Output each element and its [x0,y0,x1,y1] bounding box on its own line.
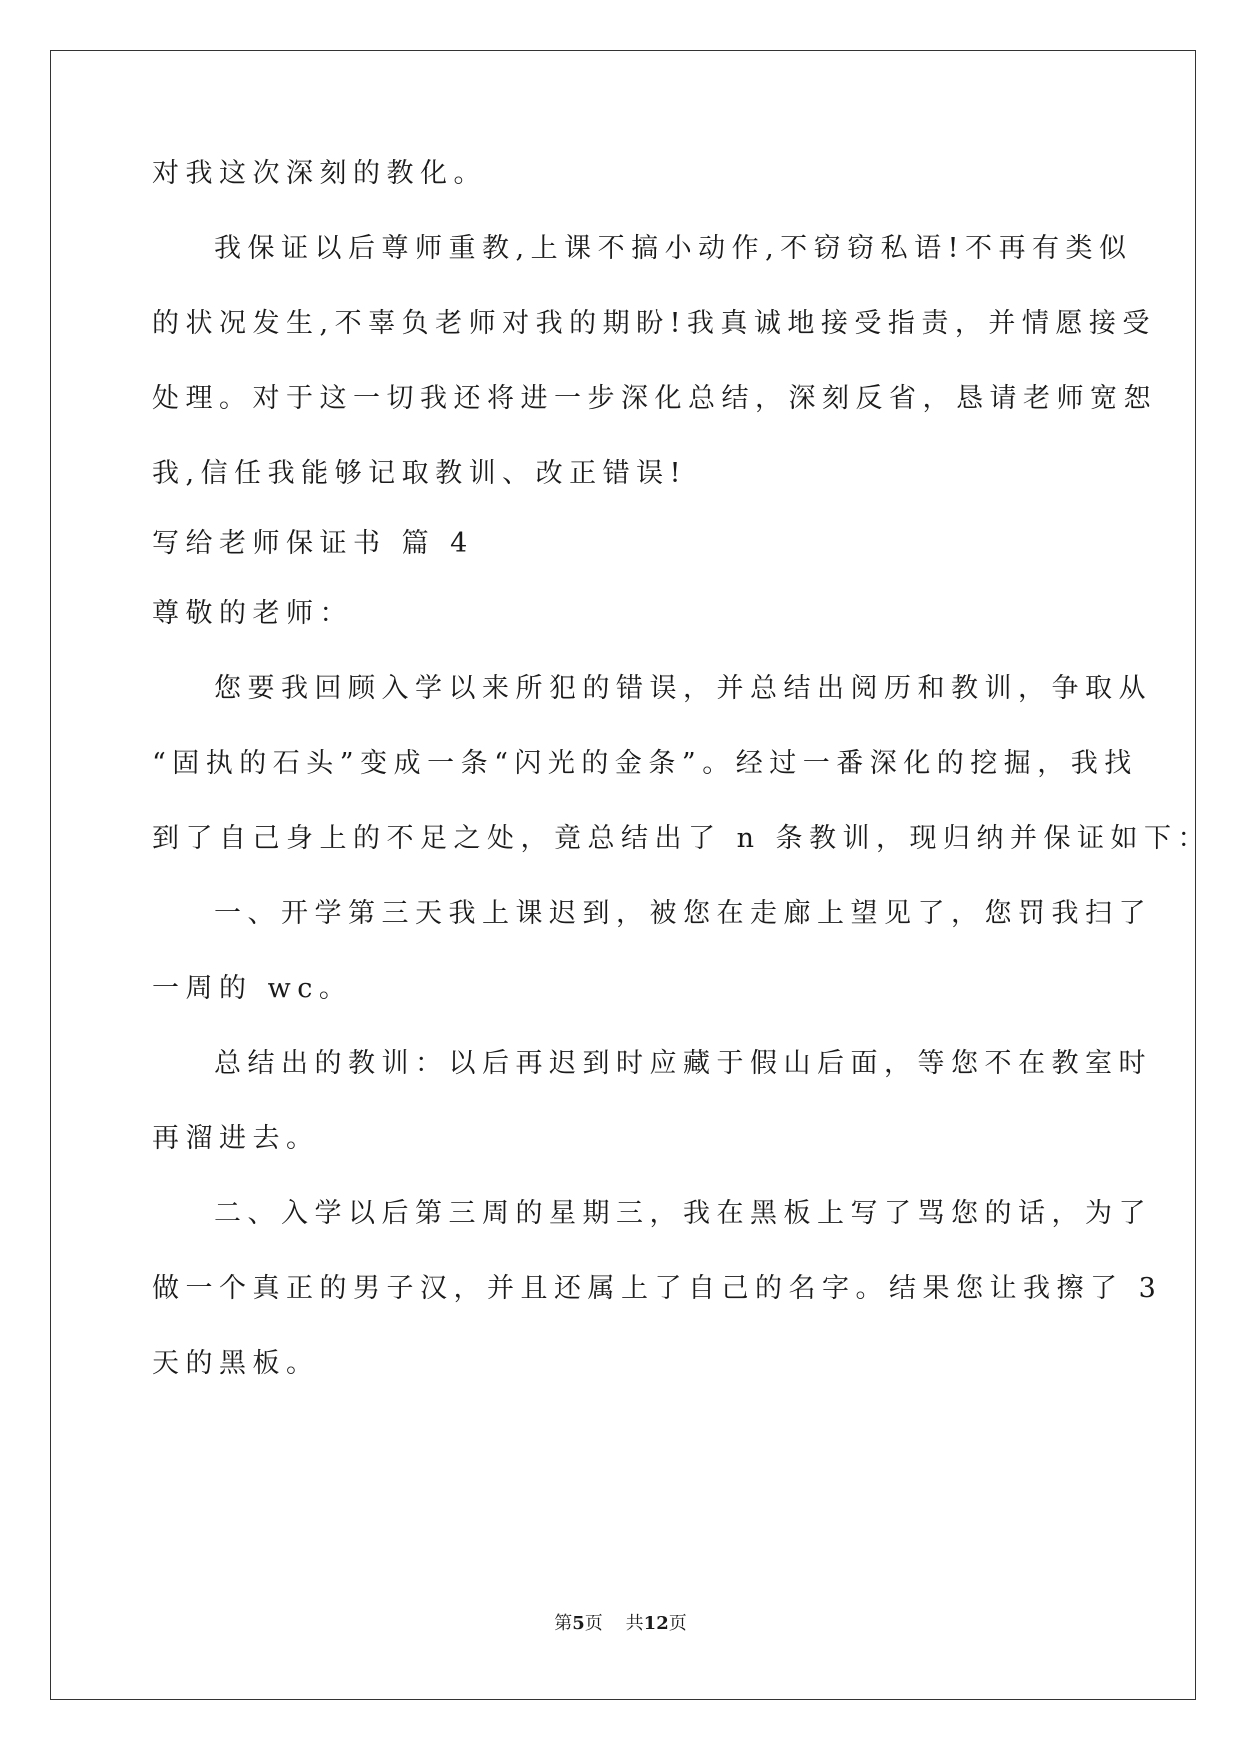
total-suffix: 页 [668,1613,687,1634]
paragraph-line: 到了自己身上的不足之处，竟总结出了 n 条教训，现归纳并保证如下： [152,823,1212,854]
paragraph-line: 天的黑板。 [152,1348,320,1379]
paragraph-line: 我保证以后尊师重教,上课不搞小动作,不窃窃私语!不再有类似 [214,233,1133,264]
paragraph-line: “固执的石头”变成一条“闪光的金条”。经过一番深化的挖掘，我找 [152,748,1138,779]
page-footer [0,1612,1241,1636]
section-heading: 写给老师保证书 篇 4 [152,528,474,559]
paragraph-line: 做一个真正的男子汉，并且还属上了自己的名字。结果您让我擦了 3 [152,1273,1163,1304]
total-pages: 12 [643,1613,669,1634]
salutation: 尊敬的老师： [152,598,353,629]
page-suffix: 页 [584,1613,603,1634]
paragraph-line: 一、开学第三天我上课迟到，被您在走廊上望见了，您罚我扫了 [214,898,1152,929]
paragraph-line: 再溜进去。 [152,1123,320,1154]
page-number: 5 [572,1613,585,1634]
total-prefix: 共 [625,1613,644,1634]
paragraph-line: 二、入学以后第三周的星期三，我在黑板上写了骂您的话，为了 [214,1198,1152,1229]
paragraph-line: 对我这次深刻的教化。 [152,158,487,189]
paragraph-line: 您要我回顾入学以来所犯的错误，并总结出阅历和教训，争取从 [214,673,1152,704]
paragraph-line: 的状况发生,不辜负老师对我的期盼!我真诚地接受指责，并情愿接受 [152,308,1156,339]
paragraph-line: 处理。对于这一切我还将进一步深化总结，深刻反省，恳请老师宽恕 [152,383,1157,414]
paragraph-line: 我,信任我能够记取教训、改正错误! [152,458,687,489]
paragraph-line: 总结出的教训：以后再迟到时应藏于假山后面，等您不在教室时 [214,1048,1152,1079]
page-border [50,50,1196,1700]
page-prefix: 第 [554,1613,573,1634]
paragraph-line: 一周的 wc。 [152,973,353,1004]
